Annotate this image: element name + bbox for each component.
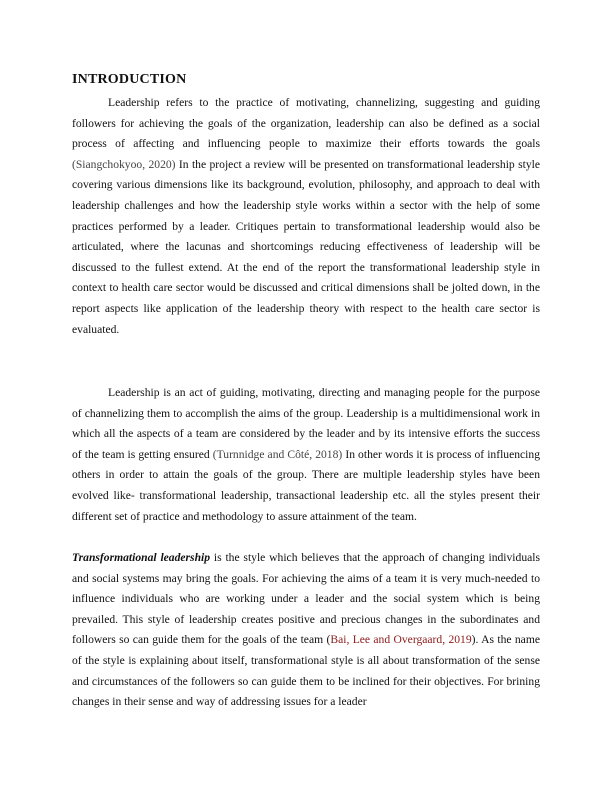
paragraph-text: is the style which believes that the approach of changing individuals and social systems may bring the goals. For achieving the aims of a team it is very much-needed to influence individuals who are working under a leader and the social system which is being prevailed. This style of leadership creates positive and precious changes in the subordinates and followers so can guide them for the goals of the team ( <box>72 551 540 647</box>
citation-link[interactable]: Bai, Lee and Overgaard, 2019 <box>330 633 472 647</box>
citation: (Turnnidge and Côté, 2018) <box>212 447 343 461</box>
key-term: Transformational leadership <box>72 551 211 564</box>
paragraph-transformational <box>72 548 540 713</box>
paragraph-text: ). As the name of the style is explaining about itself, transformational style is all about transformation of the sense and circumstances of the followers so can guide them to be inclined for their objectives. For brining changes in their sense and way of addressing issues for a leader <box>72 633 540 709</box>
paragraph-text: Leadership is an act of guiding, motivating, directing and managing people for the purpose of channelizing them to accomplish the aims of the group. Leadership is a multidimensional work in which all the aspects of a team are considered by the leader and by its intensive efforts the success of the team is getting ensured <box>72 386 540 461</box>
paragraph-text: In the project a review will be presented on transformational leadership style covering various dimensions like its background, evolution, philosophy, and approach to deal with leadership challenges and how the leadership style works within a sector with the help of some practices performed by a leader. Critiques pertain to transformational leadership would also be articulated, where the lacunas and shortcomings reducing effectiveness of leadership will be discussed to the fullest extend. At the end of the report the transformational leadership style in context to health care sector would be discussed and critical dimensions shall be jolted down, in the report aspects like application of the leadership theory with respect to the health care sector is evaluated. <box>72 157 540 336</box>
paragraph-intro <box>72 93 540 340</box>
paragraph-text: In other words it is process of influencing others in order to attain the goals of the group. There are multiple leadership styles have been evolved like- transformational leadership, transactional leadership etc. all the styles present their different set of practice and methodology to assure attainment of the team. <box>72 447 540 523</box>
section-heading: INTRODUCTION <box>72 72 187 87</box>
paragraph-text: Leadership refers to the practice of motivating, channelizing, suggesting and guiding followers for achieving the goals of the organization, leadership can also be defined as a social process of affecting and influencing people to maximize their efforts towards the goals <box>72 96 540 151</box>
citation: (Siangchokyoo, 2020) <box>72 157 176 171</box>
paragraph-leadership-definition <box>72 383 540 527</box>
